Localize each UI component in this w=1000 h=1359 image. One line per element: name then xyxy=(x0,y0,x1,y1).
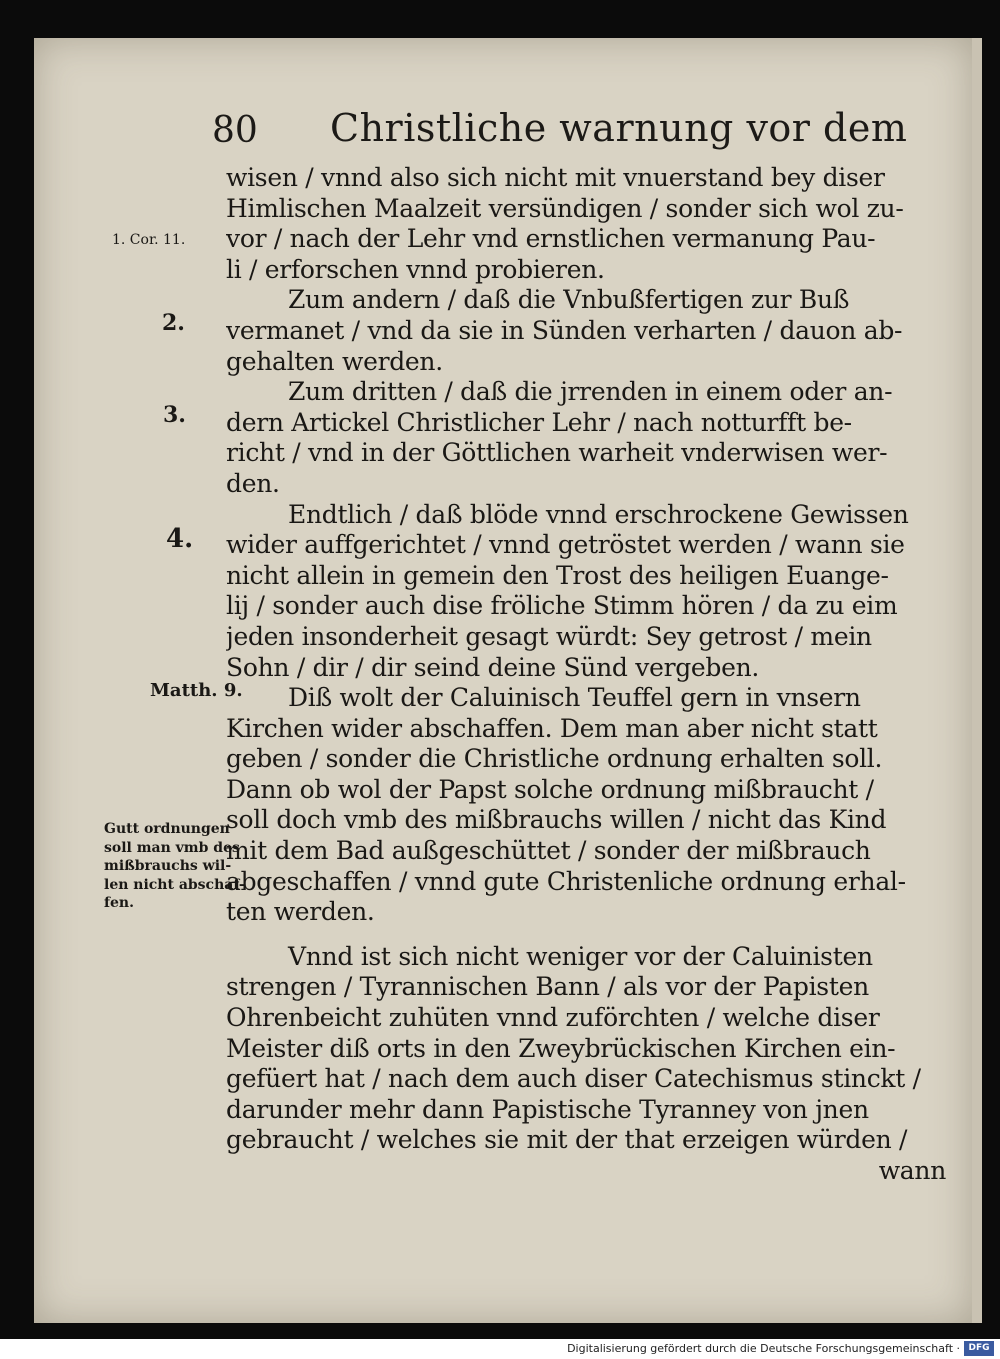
catchword: wann xyxy=(878,1156,946,1185)
gloss-line: fen. xyxy=(104,895,134,911)
text-line: Diß wolt der Caluinisch Teuffel gern in vnsern xyxy=(288,683,861,713)
text-line: ten werden. xyxy=(226,897,375,927)
text-line: abgeschaffen / vnnd gute Christenliche ordnung erhal- xyxy=(226,866,906,896)
text-line: Ohrenbeicht zuhüten vnnd zuförchten / welche diser xyxy=(226,1003,880,1033)
page-number: 80 xyxy=(212,110,258,151)
gloss-line: len nicht abschaf- xyxy=(104,876,245,893)
text-line: Dann ob wol der Papst solche ordnung mißbraucht / xyxy=(226,774,874,804)
text-line: gebraucht / welches sie mit der that erzeigen würden / xyxy=(226,1125,908,1155)
text-line: Zum dritten / daß die jrrenden in einem oder an- xyxy=(288,377,893,407)
margin-number-3: 3. xyxy=(163,402,186,428)
text-line: nicht allein in gemein den Trost des heiligen Euange- xyxy=(226,560,889,590)
text-line: soll doch vmb des mißbrauchs willen / nicht das Kind xyxy=(226,805,887,835)
gloss-line: soll man vmb des xyxy=(104,839,240,856)
text-line: vermanet / vnd da sie in Sünden verharten / dauon ab- xyxy=(226,315,903,345)
text-line: geben / sonder die Christliche ordnung erhalten soll. xyxy=(226,744,883,774)
running-title: Christliche warnung vor dem xyxy=(330,106,908,150)
text-line: Zum andern / daß die Vnbußfertigen zur Buß xyxy=(288,285,850,315)
page-edge xyxy=(972,38,982,1323)
margin-ref-cor: 1. Cor. 11. xyxy=(112,232,186,248)
margin-ref-matth: Matth. 9. xyxy=(150,680,243,701)
text-line: Kirchen wider abschaffen. Dem man aber nicht statt xyxy=(226,713,878,743)
text-line: wider auffgerichtet / vnnd getröstet werden / wann sie xyxy=(226,530,905,560)
text-line: jeden insonderheit gesagt würdt: Sey getrost / mein xyxy=(226,621,872,651)
text-line: gefüert hat / nach dem auch diser Catechismus stinckt / xyxy=(226,1064,921,1094)
text-line: Meister diß orts in den Zweybrückischen Kirchen ein- xyxy=(226,1033,896,1063)
dfg-logo-icon: DFG xyxy=(964,1341,994,1356)
text-line: vor / nach der Lehr vnd ernstlichen vermanung Pau- xyxy=(226,224,876,254)
body-text xyxy=(226,163,946,1187)
text-line: lij / sonder auch dise fröliche Stimm hören / da zu eim xyxy=(226,591,898,621)
text-line: Himlischen Maalzeit versündigen / sonder sich wol zu- xyxy=(226,193,904,223)
text-line: gehalten werden. xyxy=(226,346,443,376)
page-header xyxy=(0,100,1000,160)
text-line: strengen / Tyrannischen Bann / als vor der Papisten xyxy=(226,972,869,1002)
funding-credit: Digitalisierung gefördert durch die Deutsche Forschungsgemeinschaft · xyxy=(567,1342,960,1355)
text-line: richt / vnd in der Göttlichen warheit vnderwisen wer- xyxy=(226,438,888,468)
gloss-line: mißbrauchs wil- xyxy=(104,858,232,874)
text-line: Vnnd ist sich nicht weniger vor der Caluinisten xyxy=(288,941,873,971)
text-line: wisen / vnnd also sich nicht mit vnuerstand bey diser xyxy=(226,163,885,192)
text-line: Sohn / dir / dir seind deine Sünd vergeben. xyxy=(226,652,760,682)
text-line: mit dem Bad außgeschüttet / sonder der mißbrauch xyxy=(226,836,871,866)
text-line: den. xyxy=(226,468,280,498)
footer-bar xyxy=(0,1339,1000,1359)
margin-number-2: 2. xyxy=(162,310,185,336)
text-line: darunder mehr dann Papistische Tyranney von jnen xyxy=(226,1094,869,1124)
margin-number-4: 4. xyxy=(166,524,194,554)
text-line: Endtlich / daß blöde vnnd erschrockene Gewissen xyxy=(288,499,909,529)
text-line: dern Artickel Christlicher Lehr / nach notturfft be- xyxy=(226,407,852,437)
text-line: li / erforschen vnnd probieren. xyxy=(226,254,605,284)
gloss-line: Gutt ordnungen xyxy=(104,821,230,837)
